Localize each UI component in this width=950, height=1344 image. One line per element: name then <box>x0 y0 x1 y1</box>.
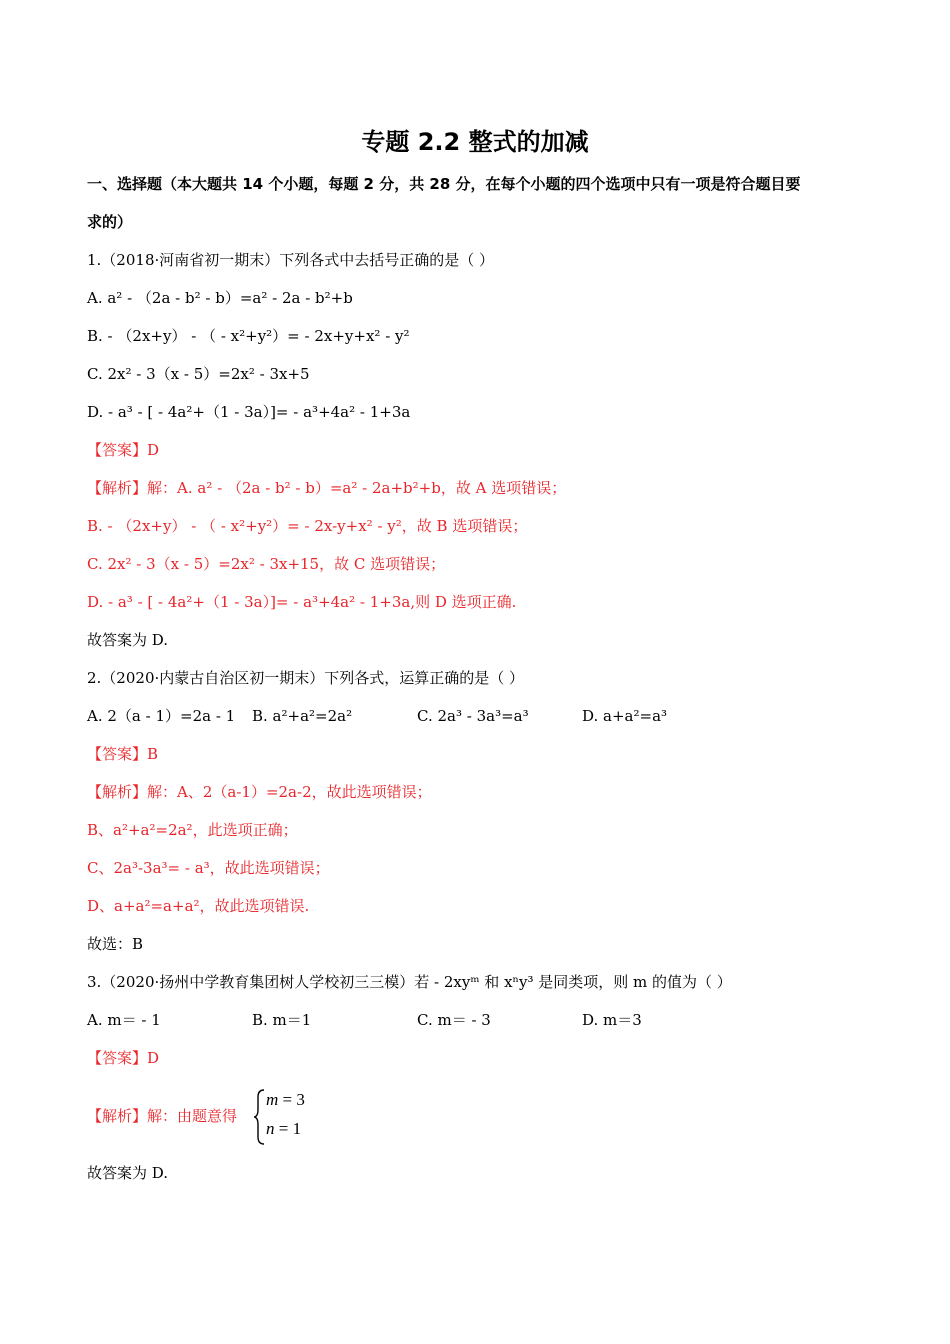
q2-explanation-b: B、a²+a²=2a²，此选项正确； <box>87 821 298 839</box>
q3-option-a: A. m＝ - 1 <box>87 1011 161 1029</box>
q2-option-c: C. 2a³ - 3a³=a³ <box>417 707 529 725</box>
equation-n <box>266 1119 301 1139</box>
explain-label: 【解析】 <box>87 479 148 497</box>
section-heading: 一、选择题（本大题共 14 个小题，每题 2 分，共 28 分，在每个小题的四个选项中只有一项是符合题目要 <box>87 175 801 193</box>
q1-conclusion: 故答案为 D. <box>87 631 169 649</box>
explain-text: 解：A. a² - （2a - b² - b）=a² - 2a+b²+b，故 A 选项错误； <box>147 479 567 497</box>
eq-n-value: = 1 <box>274 1119 302 1138</box>
q1-explanation <box>87 478 566 498</box>
q3-options <box>87 1010 642 1030</box>
section-heading-cont: 求的） <box>87 213 133 231</box>
explain-label: 【解析】 <box>87 1107 148 1125</box>
eq-m-value: = 3 <box>278 1090 305 1109</box>
q1-option-a: A. a² - （2a - b² - b）=a² - 2a - b²+b <box>87 289 353 307</box>
q2-explanation-d: D、a+a²=a+a²，故此选项错误. <box>87 897 310 915</box>
q1-explanation-d: D. - a³ - [ - 4a²+（1 - 3a）]= - a³+4a² - 1+3a,则 D 选项正确. <box>87 593 517 611</box>
q2-option-b: B. a²+a²=2a² <box>252 707 353 725</box>
var-n: n <box>266 1119 275 1138</box>
q2-explanation-c: C、2a³-3a³= - a³，故此选项错误； <box>87 859 330 877</box>
q3-stem: 3.（2020·扬州中学教育集团树人学校初三三模）若 - 2xyᵐ 和 xⁿy³ 是同类项，则 m 的值为（ ） <box>87 973 732 991</box>
equation-m <box>266 1090 305 1110</box>
explain-text: 解：由题意得 <box>147 1107 238 1125</box>
explain-text: 解：A、2（a-1）=2a-2，故此选项错误； <box>147 783 432 801</box>
q1-answer: 【答案】D <box>87 441 160 459</box>
q3-explanation <box>87 1106 237 1126</box>
q2-options <box>87 706 667 726</box>
q2-answer: 【答案】B <box>87 745 159 763</box>
var-m: m <box>266 1090 279 1109</box>
q1-option-b: B. - （2x+y） - （ - x²+y²）= - 2x+y+x² - y² <box>87 327 410 345</box>
q1-explanation-b: B. - （2x+y） - （ - x²+y²）= - 2x-y+x² - y²，故 B 选项错误； <box>87 517 528 535</box>
q3-option-d: D. m＝3 <box>582 1011 642 1029</box>
q1-option-c: C. 2x² - 3（x - 5）=2x² - 3x+5 <box>87 365 310 383</box>
q2-conclusion: 故选：B <box>87 935 144 953</box>
q2-option-d: D. a+a²=a³ <box>582 707 668 725</box>
q1-stem: 1.（2018·河南省初一期末）下列各式中去括号正确的是（ ） <box>87 251 495 269</box>
page-title: 专题 2.2 整式的加减 <box>361 128 589 156</box>
equation-system <box>254 1088 324 1146</box>
q2-option-a: A. 2（a - 1）=2a - 1 <box>87 707 236 725</box>
q3-option-b: B. m＝1 <box>252 1011 312 1029</box>
q3-conclusion: 故答案为 D. <box>87 1164 169 1182</box>
q3-option-c: C. m＝ - 3 <box>417 1011 491 1029</box>
q1-explanation-c: C. 2x² - 3（x - 5）=2x² - 3x+15，故 C 选项错误； <box>87 555 446 573</box>
q3-answer: 【答案】D <box>87 1049 160 1067</box>
explain-label: 【解析】 <box>87 783 148 801</box>
brace-icon <box>254 1088 266 1146</box>
q1-option-d: D. - a³ - [ - 4a²+（1 - 3a）]= - a³+4a² - 1+3a <box>87 403 411 421</box>
q2-stem: 2.（2020·内蒙古自治区初一期末）下列各式，运算正确的是（ ） <box>87 669 525 687</box>
q2-explanation <box>87 782 432 802</box>
